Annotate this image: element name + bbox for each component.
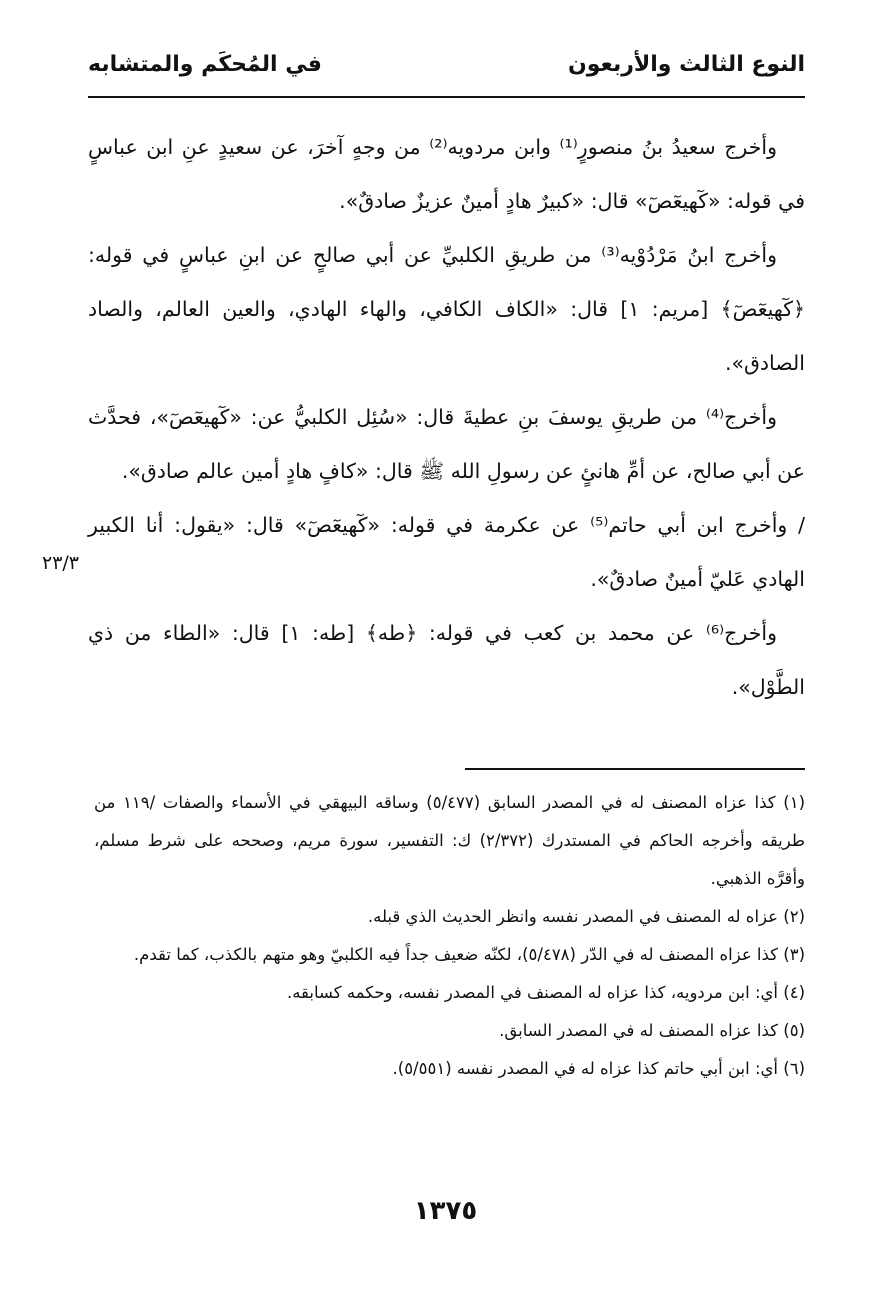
paragraph-5: وأخرج⁽⁶⁾ عن محمد بن كعب في قوله: ﴿طه﴾ [طه: ١] قال: «الطاء من ذي الطَّوْل». — [88, 621, 805, 699]
footnote-6: (٦) أي: ابن أبي حاتم كذا عزاه له في المصدر نفسه (٥/٥٥١). — [392, 1059, 805, 1078]
footnote-5: (٥) كذا عزاه المصنف له في المصدر السابق. — [499, 1021, 805, 1040]
footnote-2: (٢) عزاه له المصنف في المصدر نفسه وانظر الحديث الذي قبله. — [367, 907, 805, 926]
paragraph-3: وأخرج⁽⁴⁾ من طريقِ يوسفَ بنِ عطيةَ قال: «سُئِل الكلبيُّ عن: «كٓهيعٓصٓ»، فحدَّث عن أبي صالح، عن أمِّ هانئٍ عن رسولِ الله ﷺ قال: «كافٍ هادٍ أمين عالم صادق». — [88, 405, 805, 483]
page-number: ١٣٧٥ — [413, 1196, 478, 1226]
chapter-title: النوع الثالث والأربعون — [567, 52, 805, 77]
paragraph-1: وأخرج سعيدُ بنُ منصورٍ⁽¹⁾ وابن مردويه⁽²⁾ من وجهٍ آخرَ، عن سعيدٍ عنِ ابن عباسٍ في قوله: «كٓهيعٓصٓ» قال: «كبيرٌ هادٍ أمينٌ عزيزٌ صادقٌ». — [88, 135, 805, 213]
footnote-4: (٤) أي: ابن مردويه، كذا عزاه له المصنف في المصدر نفسه، وحكمه كسابقه. — [286, 983, 805, 1002]
footnotes — [94, 784, 805, 1088]
paragraph-4: / وأخرج ابن أبي حاتم⁽⁵⁾ عن عكرمة في قوله: «كٓهيعٓصٓ» قال: «يقول: أنا الكبير الهادي عَليّ أمينٌ صادقٌ». — [88, 513, 805, 591]
running-header — [88, 46, 805, 98]
section-title: في المُحكَم والمتشابه — [88, 52, 322, 77]
main-text — [88, 120, 805, 714]
footnote-1: (١) كذا عزاه المصنف له في المصدر السابق (٥/٤٧٧) وساقه البيهقي في الأسماء والصفات /١١٩ من طريقه وأخرجه الحاكم في المستدرك (٢/٣٧٢) ك: التفسير، سورة مريم، وصححه على شرط مسلم، وأقرَّه الذهبي. — [94, 793, 806, 888]
footnote-3: (٣) كذا عزاه المصنف له في الدّر (٥/٤٧٨)، لكنّه ضعيف جداً فيه الكلبيّ وهو متهم بالكذب، كما تقدم. — [133, 945, 805, 964]
manuscript-page-marker: ٢٣/٣ — [42, 552, 80, 574]
footnote-divider — [465, 768, 805, 770]
paragraph-2: وأخرج ابنُ مَرْدُوْيه⁽³⁾ من طريقِ الكلبيِّ عن أبي صالحٍ عن ابنِ عباسٍ في قوله: ﴿كٓهيعٓصٓ﴾ [مريم: ١] قال: «الكاف الكافي، والهاء الهادي، والعين العالم، والصاد الصادق». — [88, 243, 805, 375]
